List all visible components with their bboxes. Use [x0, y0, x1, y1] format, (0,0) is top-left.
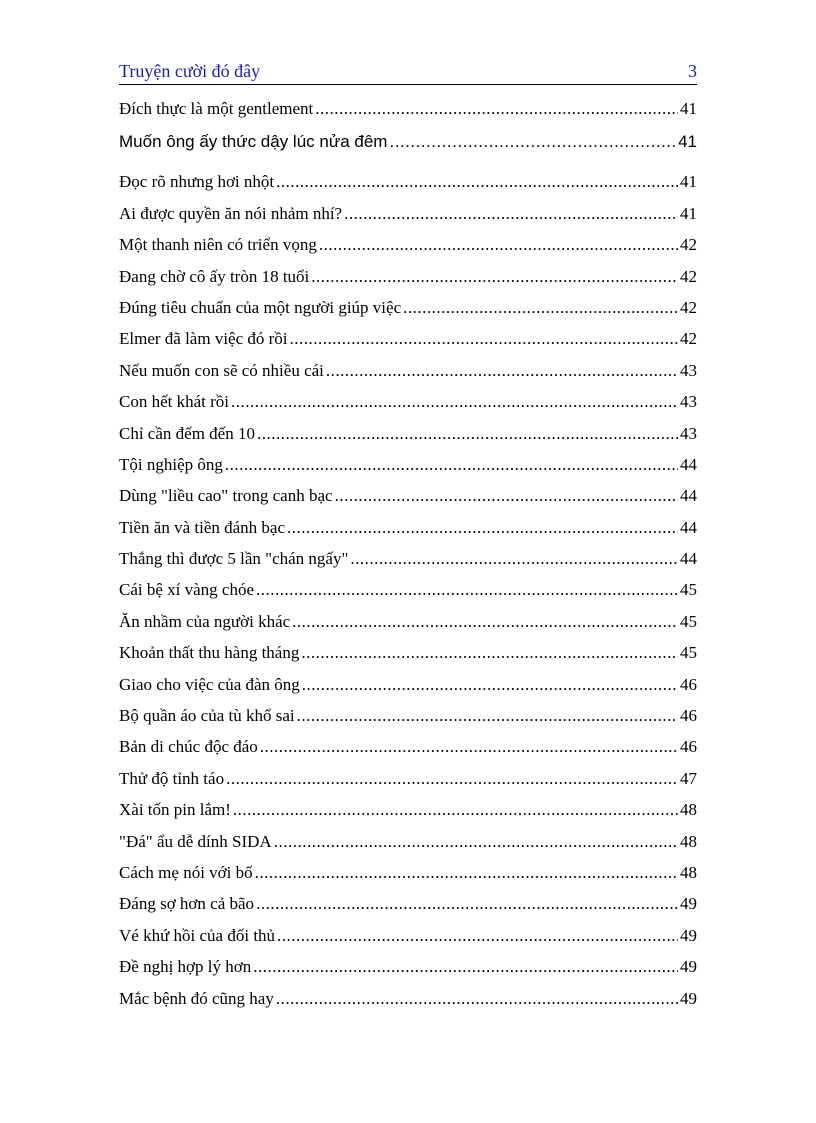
toc-entry-title: Mắc bệnh đó cũng hay: [119, 988, 274, 1008]
toc-entry-page: 42: [680, 329, 697, 349]
toc-entry-title: Dùng "liều cao" trong canh bạc: [119, 486, 333, 506]
toc-entry[interactable]: [119, 580, 697, 611]
dot-leader: [344, 204, 678, 224]
toc-entry-title: Tội nghiệp ông: [119, 454, 223, 474]
running-header: [119, 60, 697, 85]
toc-entry-page: 46: [680, 706, 697, 726]
toc-entry[interactable]: [119, 800, 697, 831]
toc-entry-page: 42: [680, 297, 697, 317]
toc-entry[interactable]: [119, 769, 697, 800]
dot-leader: [290, 329, 678, 349]
dot-leader: [389, 132, 676, 152]
toc-entry-title: Bản di chúc độc đáo: [119, 737, 258, 757]
toc-entry[interactable]: [119, 957, 697, 988]
dot-leader: [274, 832, 678, 852]
toc-entry[interactable]: [119, 894, 697, 925]
toc-entry[interactable]: [119, 706, 697, 737]
toc-entry-title: Khoản thất thu hàng tháng: [119, 643, 300, 663]
dot-leader: [260, 737, 678, 757]
dot-leader: [335, 486, 678, 506]
toc-entry-page: 45: [680, 580, 697, 600]
dot-leader: [292, 612, 678, 632]
dot-leader: [403, 298, 678, 318]
toc-entry[interactable]: [119, 298, 697, 329]
toc-entry-title: Cách mẹ nói với bố: [119, 862, 253, 882]
toc-entry-page: 45: [680, 611, 697, 631]
dot-leader: [350, 549, 678, 569]
toc-entry[interactable]: [119, 737, 697, 768]
dot-leader: [287, 518, 678, 538]
dot-leader: [226, 769, 678, 789]
toc-entry-page: 44: [680, 549, 697, 569]
toc-entry[interactable]: [119, 863, 697, 894]
book-title: Truyện cười đó đây: [119, 61, 261, 81]
toc-entry-page: 45: [680, 643, 697, 663]
toc-entry-title: Muốn ông ấy thức dậy lúc nửa đêm: [119, 132, 388, 152]
toc-entry-page: 41: [678, 132, 697, 152]
toc-entry-title: Thắng thì được 5 lần "chán ngấy": [119, 549, 349, 569]
toc-entry-title: Một thanh niên có triển vọng: [119, 235, 317, 255]
toc-entry-page: 49: [680, 894, 697, 914]
toc-entry-page: 48: [680, 831, 697, 851]
toc-entry-page: 46: [680, 674, 697, 694]
toc-entry-title: Thử độ tỉnh táo: [119, 768, 225, 788]
toc-entry-page: 48: [680, 862, 697, 882]
toc-entry-page: 43: [680, 423, 697, 443]
toc-entry[interactable]: [119, 361, 697, 392]
toc-entry-page: 44: [680, 517, 697, 537]
toc-entry-title: Đúng tiêu chuẩn của một người giúp việc: [119, 297, 402, 317]
toc-entry-title: "Đá" ẩu dễ dính SIDA: [119, 831, 272, 851]
dot-leader: [311, 267, 678, 287]
toc-entry-page: 43: [680, 392, 697, 412]
toc-entry-title: Ai được quyền ăn nói nhảm nhí?: [119, 203, 343, 223]
toc-entry-title: Elmer đã làm việc đó rồi: [119, 329, 288, 349]
toc-entry[interactable]: [119, 424, 697, 455]
toc-entry[interactable]: [119, 832, 697, 863]
page-number: 3: [688, 61, 697, 81]
toc-entry[interactable]: [119, 130, 697, 172]
toc-entry-title: Chỉ cần đếm đến 10: [119, 423, 255, 443]
dot-leader: [257, 424, 678, 444]
dot-leader: [256, 580, 678, 600]
dot-leader: [276, 172, 678, 192]
toc-entry-title: Đang chờ cô ấy tròn 18 tuổi: [119, 266, 310, 286]
dot-leader: [297, 706, 678, 726]
toc-entry[interactable]: [119, 486, 697, 517]
toc-entry-title: Đích thực là một gentlement: [119, 99, 314, 118]
dot-leader: [233, 800, 678, 820]
toc-entry-page: 46: [680, 737, 697, 757]
toc-entry[interactable]: [119, 989, 697, 1020]
dot-leader: [231, 392, 678, 412]
dot-leader: [315, 99, 678, 119]
toc-entry-page: 42: [680, 235, 697, 255]
toc-entry-title: Đáng sợ hơn cả bão: [119, 894, 255, 914]
dot-leader: [302, 675, 678, 695]
table-of-contents: [119, 99, 697, 1020]
dot-leader: [255, 863, 678, 883]
toc-entry[interactable]: [119, 518, 697, 549]
toc-entry-page: 42: [680, 266, 697, 286]
dot-leader: [301, 643, 678, 663]
dot-leader: [253, 957, 678, 977]
dot-leader: [277, 926, 678, 946]
dot-leader: [319, 235, 678, 255]
toc-entry[interactable]: [119, 612, 697, 643]
toc-entry-title: Xài tốn pin lắm!: [119, 800, 231, 820]
toc-entry[interactable]: [119, 235, 697, 266]
dot-leader: [225, 455, 678, 475]
toc-entry[interactable]: [119, 643, 697, 674]
toc-entry-page: 43: [680, 360, 697, 380]
toc-entry-page: 49: [680, 925, 697, 945]
toc-entry-title: Bộ quần áo của tù khổ sai: [119, 706, 295, 726]
toc-entry[interactable]: [119, 172, 697, 203]
toc-entry-page: 41: [680, 172, 697, 192]
toc-entry-page: 47: [680, 768, 697, 788]
toc-entry[interactable]: [119, 329, 697, 360]
toc-entry-title: Cái bệ xí vàng chóe: [119, 580, 255, 600]
toc-entry[interactable]: [119, 267, 697, 298]
toc-entry-page: 44: [680, 454, 697, 474]
dot-leader: [256, 894, 678, 914]
toc-entry-title: Đọc rõ nhưng hơi nhột: [119, 172, 275, 192]
toc-entry-page: 41: [680, 203, 697, 223]
toc-entry-title: Nếu muốn con sẽ có nhiều cái: [119, 360, 324, 380]
toc-entry[interactable]: [119, 549, 697, 580]
toc-entry[interactable]: [119, 926, 697, 957]
toc-entry[interactable]: [119, 204, 697, 235]
toc-entry-page: 48: [680, 800, 697, 820]
dot-leader: [326, 361, 678, 381]
toc-entry[interactable]: [119, 455, 697, 486]
toc-entry[interactable]: [119, 99, 697, 130]
toc-entry-page: 41: [680, 99, 697, 118]
toc-entry[interactable]: [119, 392, 697, 423]
toc-entry-title: Tiền ăn và tiền đánh bạc: [119, 517, 286, 537]
toc-entry-title: Vé khứ hồi của đối thủ: [119, 925, 276, 945]
dot-leader: [276, 989, 678, 1009]
toc-entry-title: Giao cho việc của đàn ông: [119, 674, 300, 694]
toc-entry-title: Đề nghị hợp lý hơn: [119, 957, 252, 977]
toc-entry[interactable]: [119, 675, 697, 706]
toc-entry-title: Con hết khát rồi: [119, 392, 230, 412]
toc-entry-page: 49: [680, 957, 697, 977]
toc-entry-title: Ăn nhầm của người khác: [119, 611, 291, 631]
toc-entry-page: 44: [680, 486, 697, 506]
toc-entry-page: 49: [680, 988, 697, 1008]
